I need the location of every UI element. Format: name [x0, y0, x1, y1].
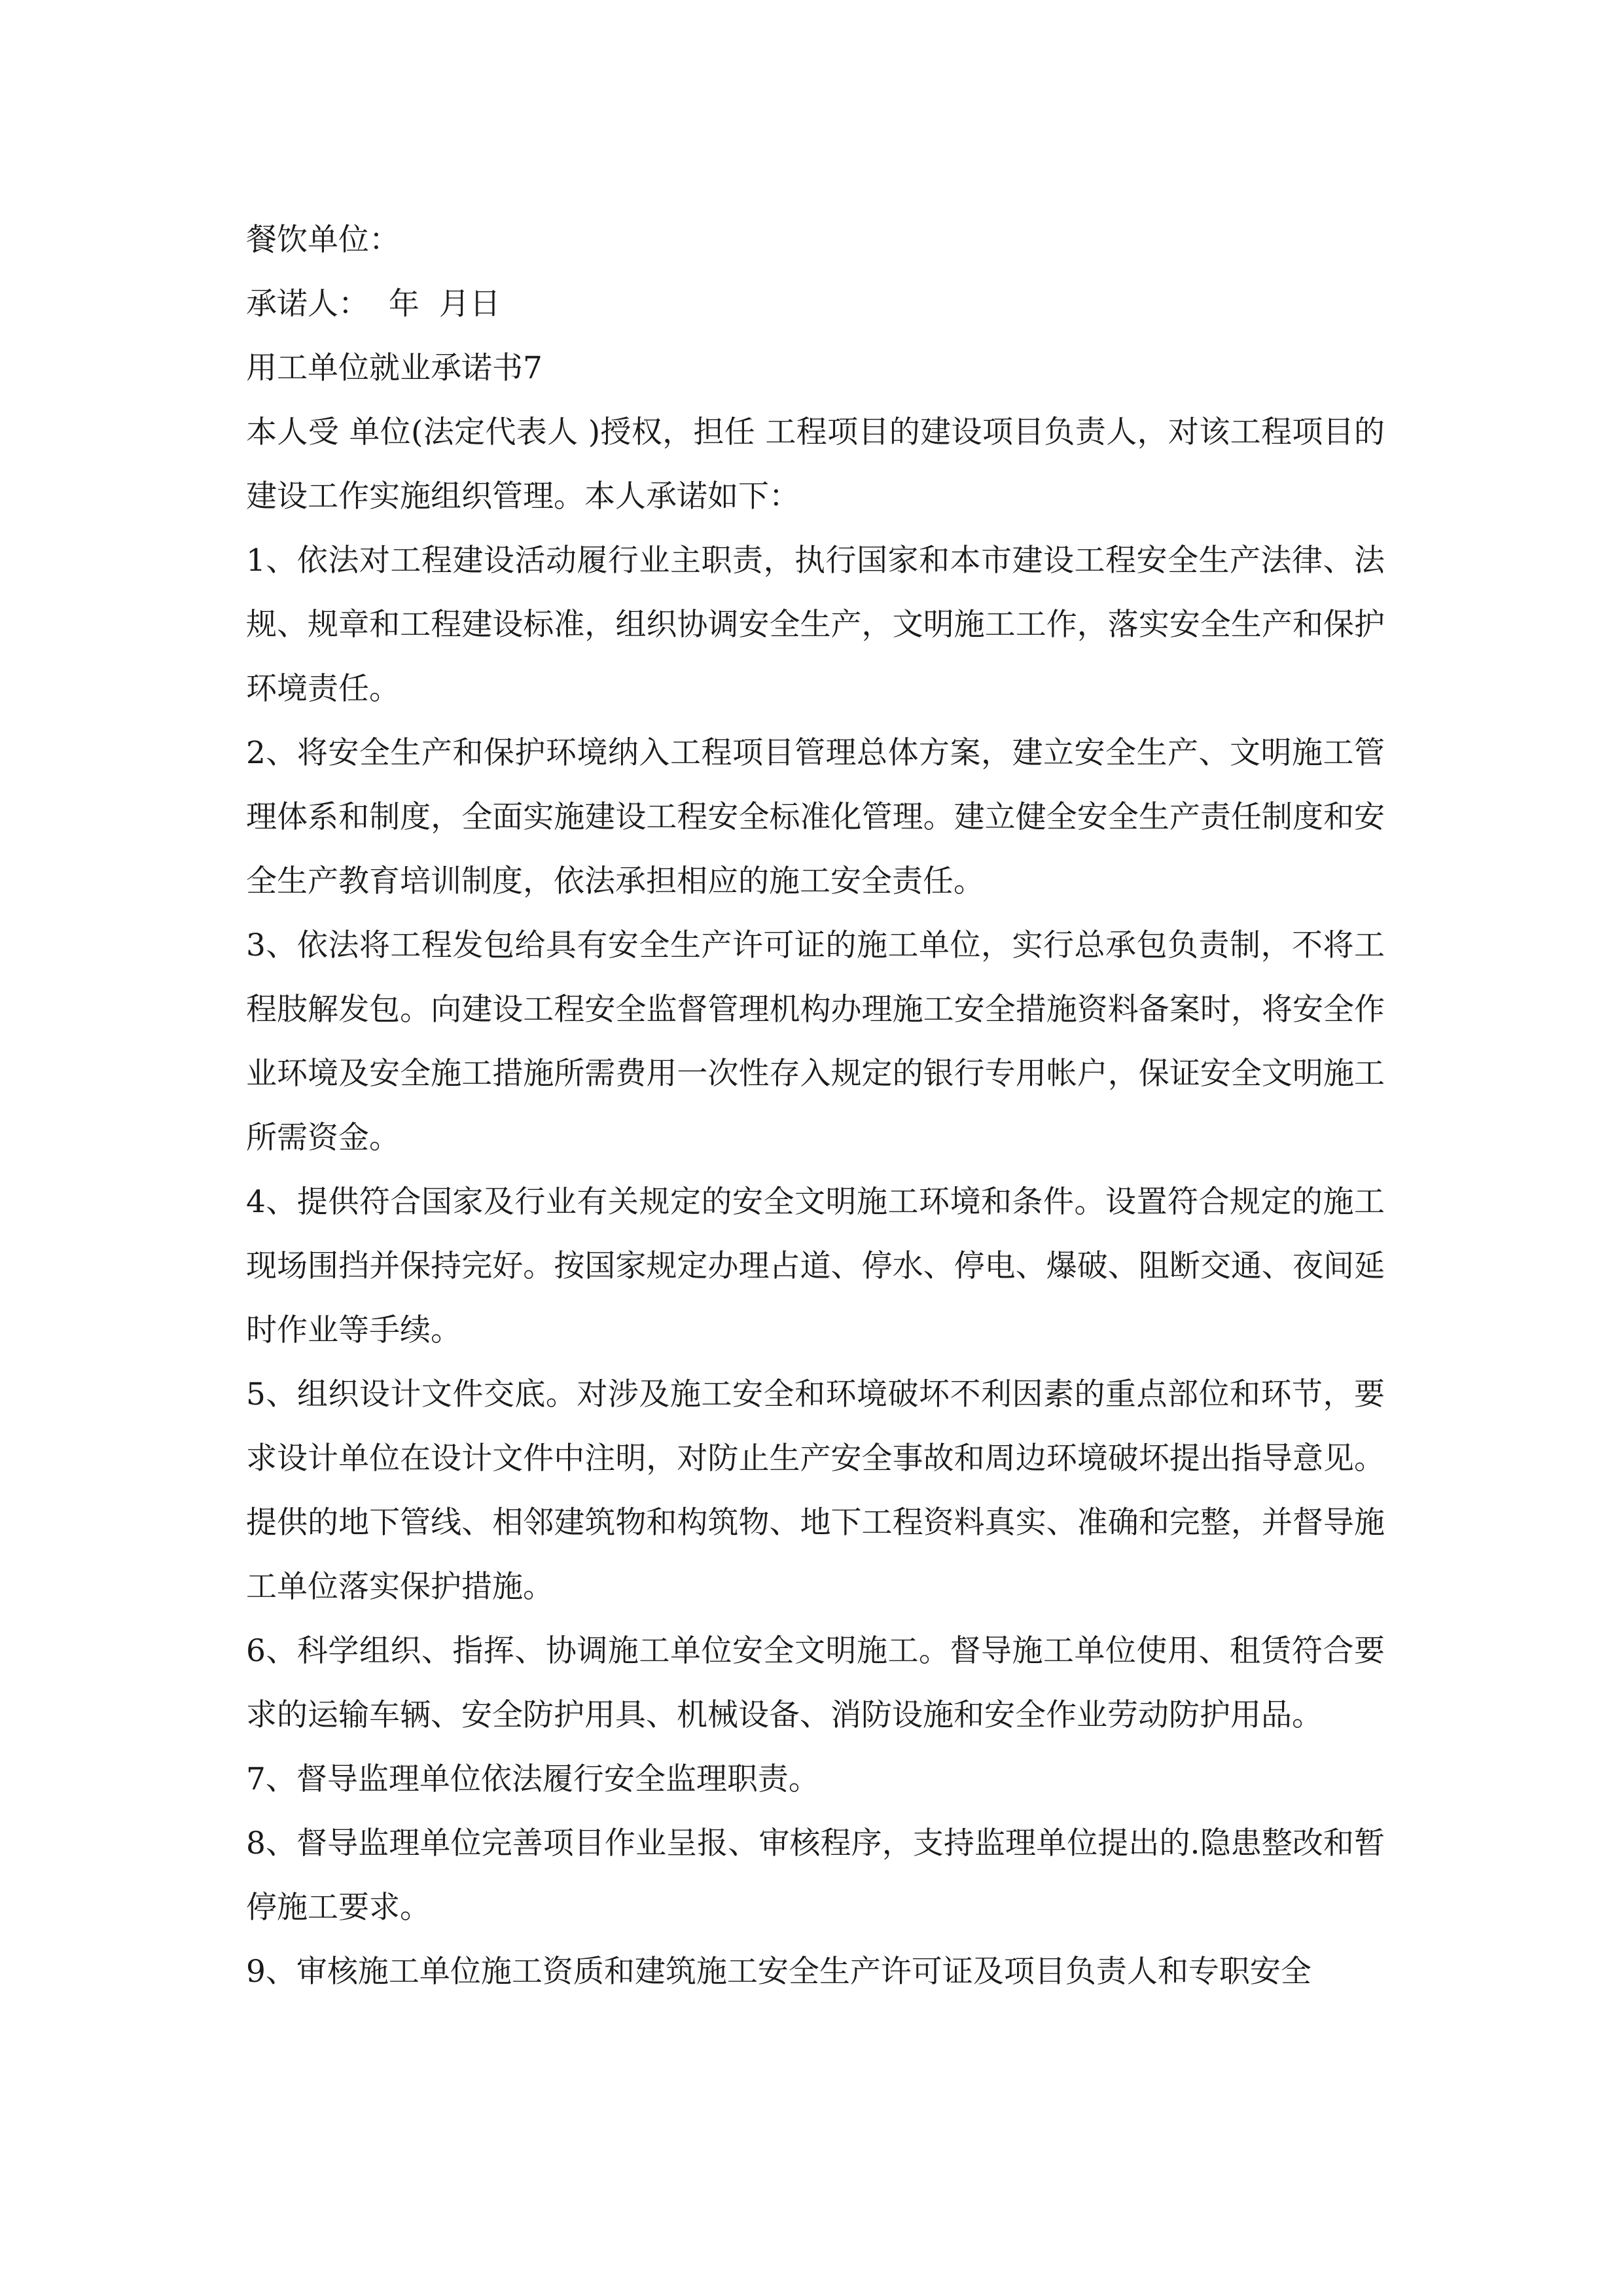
- clause-3: 3、依法将工程发包给具有安全生产许可证的施工单位，实行总承包负责制，不将工程肢解发包。向建设工程安全监督管理机构办理施工安全措施资料备案时，将安全作业环境及安全施工措施所需费用一次性存入规定的银行专用帐户，保证安全文明施工所需资金。: [246, 927, 1385, 1156]
- clause-2: 2、将安全生产和保护环境纳入工程项目管理总体方案，建立安全生产、文明施工管理体系和制度，全面实施建设工程安全标准化管理。建立健全安全生产责任制度和安全生产教育培训制度，依法承担相应的施工安全责任。: [246, 735, 1385, 899]
- clause-1: 1、依法对工程建设活动履行业主职责，执行国家和本市建设工程安全生产法律、法规、规章和工程建设标准，组织协调安全生产，文明施工工作，落实安全生产和保护环境责任。: [246, 543, 1385, 707]
- intro-paragraph: 本人受 单位(法定代表人 )授权，担任 工程项目的建设项目负责人，对该工程项目的建设工作实施组织管理。本人承诺如下：: [246, 414, 1385, 514]
- promisor-date-line: 承诺人： 年 月日: [246, 286, 501, 322]
- clause-7: 7、督导监理单位依法履行安全监理职责。: [246, 1761, 819, 1797]
- clause-5: 5、组织设计文件交底。对涉及施工安全和环境破坏不利因素的重点部位和环节，要求设计单位在设计文件中注明，对防止生产安全事故和周边环境破坏提出指导意见。提供的地下管线、相邻建筑物和构筑物、地下工程资料真实、准确和完整，并督导施工单位落实保护措施。: [246, 1376, 1385, 1605]
- clause-6: 6、科学组织、指挥、协调施工单位安全文明施工。督导施工单位使用、租赁符合要求的运输车辆、安全防护用具、机械设备、消防设施和安全作业劳动防护用品。: [246, 1633, 1385, 1733]
- clause-8: 8、督导监理单位完善项目作业呈报、审核程序，支持监理单位提出的.隐患整改和暂停施工要求。: [246, 1825, 1385, 1926]
- document-body: [246, 208, 1385, 2004]
- catering-unit-line: 餐饮单位：: [246, 222, 400, 258]
- clause-9: 9、审核施工单位施工资质和建筑施工安全生产许可证及项目负责人和专职安全: [246, 1954, 1311, 1990]
- clause-4: 4、提供符合国家及行业有关规定的安全文明施工环境和条件。设置符合规定的施工现场围挡并保持完好。按国家规定办理占道、停水、停电、爆破、阻断交通、夜间延时作业等手续。: [246, 1184, 1385, 1348]
- document-heading: 用工单位就业承诺书7: [246, 350, 543, 386]
